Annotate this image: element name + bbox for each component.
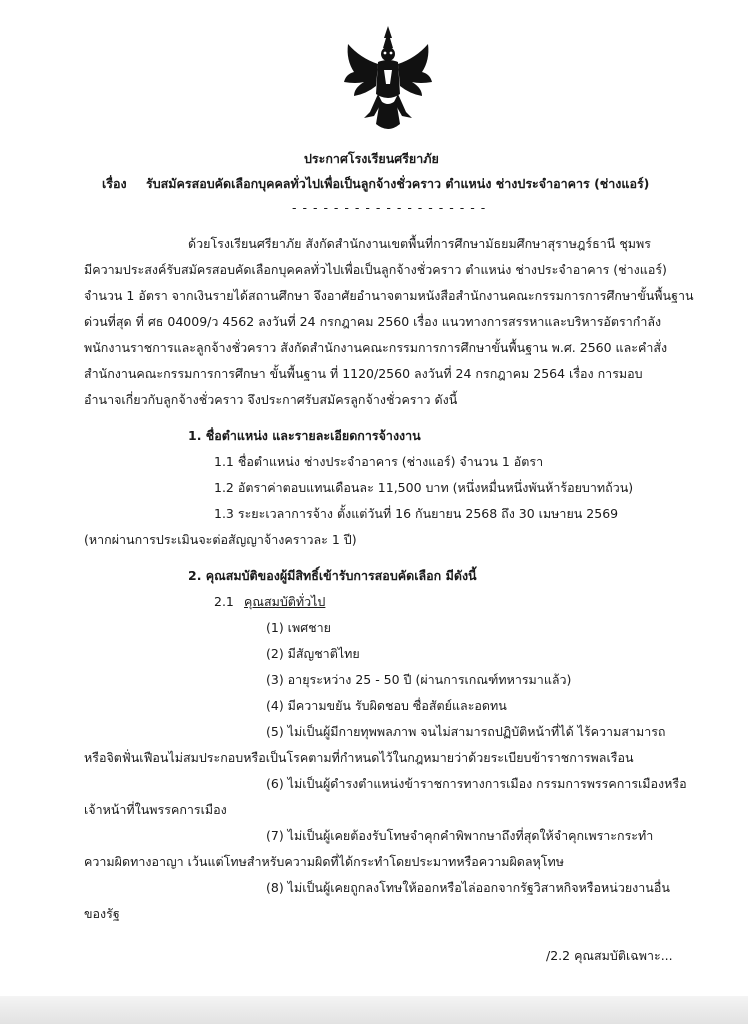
subject-text: รับสมัครสอบคัดเลือกบุคคลทั่วไปเพื่อเป็นลูกจ้างชั่วคราว ตำแหน่ง ช่างประจำอาคาร (ช่างแอร์) [146,176,650,191]
announcement-title: ประกาศโรงเรียนศรียาภัย [304,151,439,166]
qualification-item-6-cont: เจ้าหน้าที่ในพรรคการเมือง [84,802,227,817]
qualification-item-5: (5) ไม่เป็นผู้มีกายทุพพลภาพ จนไม่สามารถปฏิบัติหน้าที่ได้ ไร้ความสามารถ [266,724,666,739]
section-1-item-3: 1.3 ระยะเวลาการจ้าง ตั้งแต่วันที่ 16 กันยายน 2568 ถึง 30 เมษายน 2569 [214,506,619,521]
intro-line-4: ด่วนที่สุด ที่ ศธ 04009/ว 4562 ลงวันที่ 24 กรกฎาคม 2560 เรื่อง แนวทางการสรรหาและบริหารอัตรากำลัง [84,314,662,329]
intro-line-3: จำนวน 1 อัตรา จากเงินรายได้สถานศึกษา จึงอาศัยอำนาจตามหนังสือสำนักงานคณะกรรมการการศึกษาขั้นพื้นฐาน [84,288,694,303]
qualification-item-7: (7) ไม่เป็นผู้เคยต้องรับโทษจำคุกคำพิพากษาถึงที่สุดให้จำคุกเพราะกระทำ [266,828,654,843]
section-1-item-2: 1.2 อัตราค่าตอบแทนเดือนละ 11,500 บาท (หนึ่งหมื่นหนึ่งพันห้าร้อยบาทถ้วน) [214,480,634,495]
qualification-item-7-cont: ความผิดทางอาญา เว้นแต่โทษสำหรับความผิดที่ได้กระทำโดยประมาทหรือความผิดลหุโทษ [84,854,564,869]
intro-line-5: พนักงานราชการและลูกจ้างชั่วคราว สังกัดสำนักงานคณะกรรมการการศึกษาขั้นพื้นฐาน พ.ศ. 2560 และคำสั่ง [84,340,668,355]
separator-line: - - - - - - - - - - - - - - - - - - - [292,200,487,215]
section-1-item-1: 1.1 ชื่อตำแหน่ง ช่างประจำอาคาร (ช่างแอร์) จำนวน 1 อัตรา [214,454,544,469]
qualification-item-2: (2) มีสัญชาติไทย [266,646,360,661]
qualification-item-8-cont: ของรัฐ [84,906,120,921]
qualification-item-4: (4) มีความขยัน รับผิดชอบ ซื่อสัตย์และอดทน [266,698,507,713]
section-2-1-number: 2.1 [214,594,234,609]
section-1-heading: 1. ชื่อตำแหน่ง และรายละเอียดการจ้างงาน [188,428,421,443]
qualification-item-1: (1) เพศชาย [266,620,331,635]
qualification-item-5-cont: หรือจิตฟั่นเฟือนไม่สมประกอบหรือเป็นโรคตามที่กำหนดไว้ในกฎหมายว่าด้วยระเบียบข้าราชการพลเรือน [84,750,634,765]
intro-line-7: อำนาจเกี่ยวกับลูกจ้างชั่วคราว จึงประกาศรับสมัครลูกจ้างชั่วคราว ดังนี้ [84,392,458,407]
intro-line-2: มีความประสงค์รับสมัครสอบคัดเลือกบุคคลทั่วไปเพื่อเป็นลูกจ้างชั่วคราว ตำแหน่ง ช่างประจำอาคาร (ช่างแอร์) [84,262,667,277]
garuda-emblem-icon [340,24,436,136]
intro-line-6: สำนักงานคณะกรรมการการศึกษา ขั้นพื้นฐาน ที่ 1120/2560 ลงวันที่ 24 กรกฎาคม 2564 เรื่อง การมอบ [84,366,643,381]
intro-line-1: ด้วยโรงเรียนศรียาภัย สังกัดสำนักงานเขตพื้นที่การศึกษามัธยมศึกษาสุราษฎร์ธานี ชุมพร [188,236,651,251]
qualification-item-6: (6) ไม่เป็นผู้ดำรงตำแหน่งข้าราชการทางการเมือง กรรมการพรรคการเมืองหรือ [266,776,687,791]
qualification-item-3: (3) อายุระหว่าง 25 - 50 ปี (ผ่านการเกณฑ์ทหารมาแล้ว) [266,672,572,687]
section-1-note: (หากผ่านการประเมินจะต่อสัญญาจ้างคราวละ 1 ปี) [84,532,357,547]
qualification-item-8: (8) ไม่เป็นผู้เคยถูกลงโทษให้ออกหรือไล่ออกจากรัฐวิสาหกิจหรือหน่วยงานอื่น [266,880,670,895]
continuation-note: /2.2 คุณสมบัติเฉพาะ... [546,948,673,963]
subject-label: เรื่อง [102,176,127,191]
section-2-1-heading: คุณสมบัติทั่วไป [244,594,326,609]
section-2-heading: 2. คุณสมบัติของผู้มีสิทธิ์เข้ารับการสอบคัดเลือก มีดังนี้ [188,568,477,583]
